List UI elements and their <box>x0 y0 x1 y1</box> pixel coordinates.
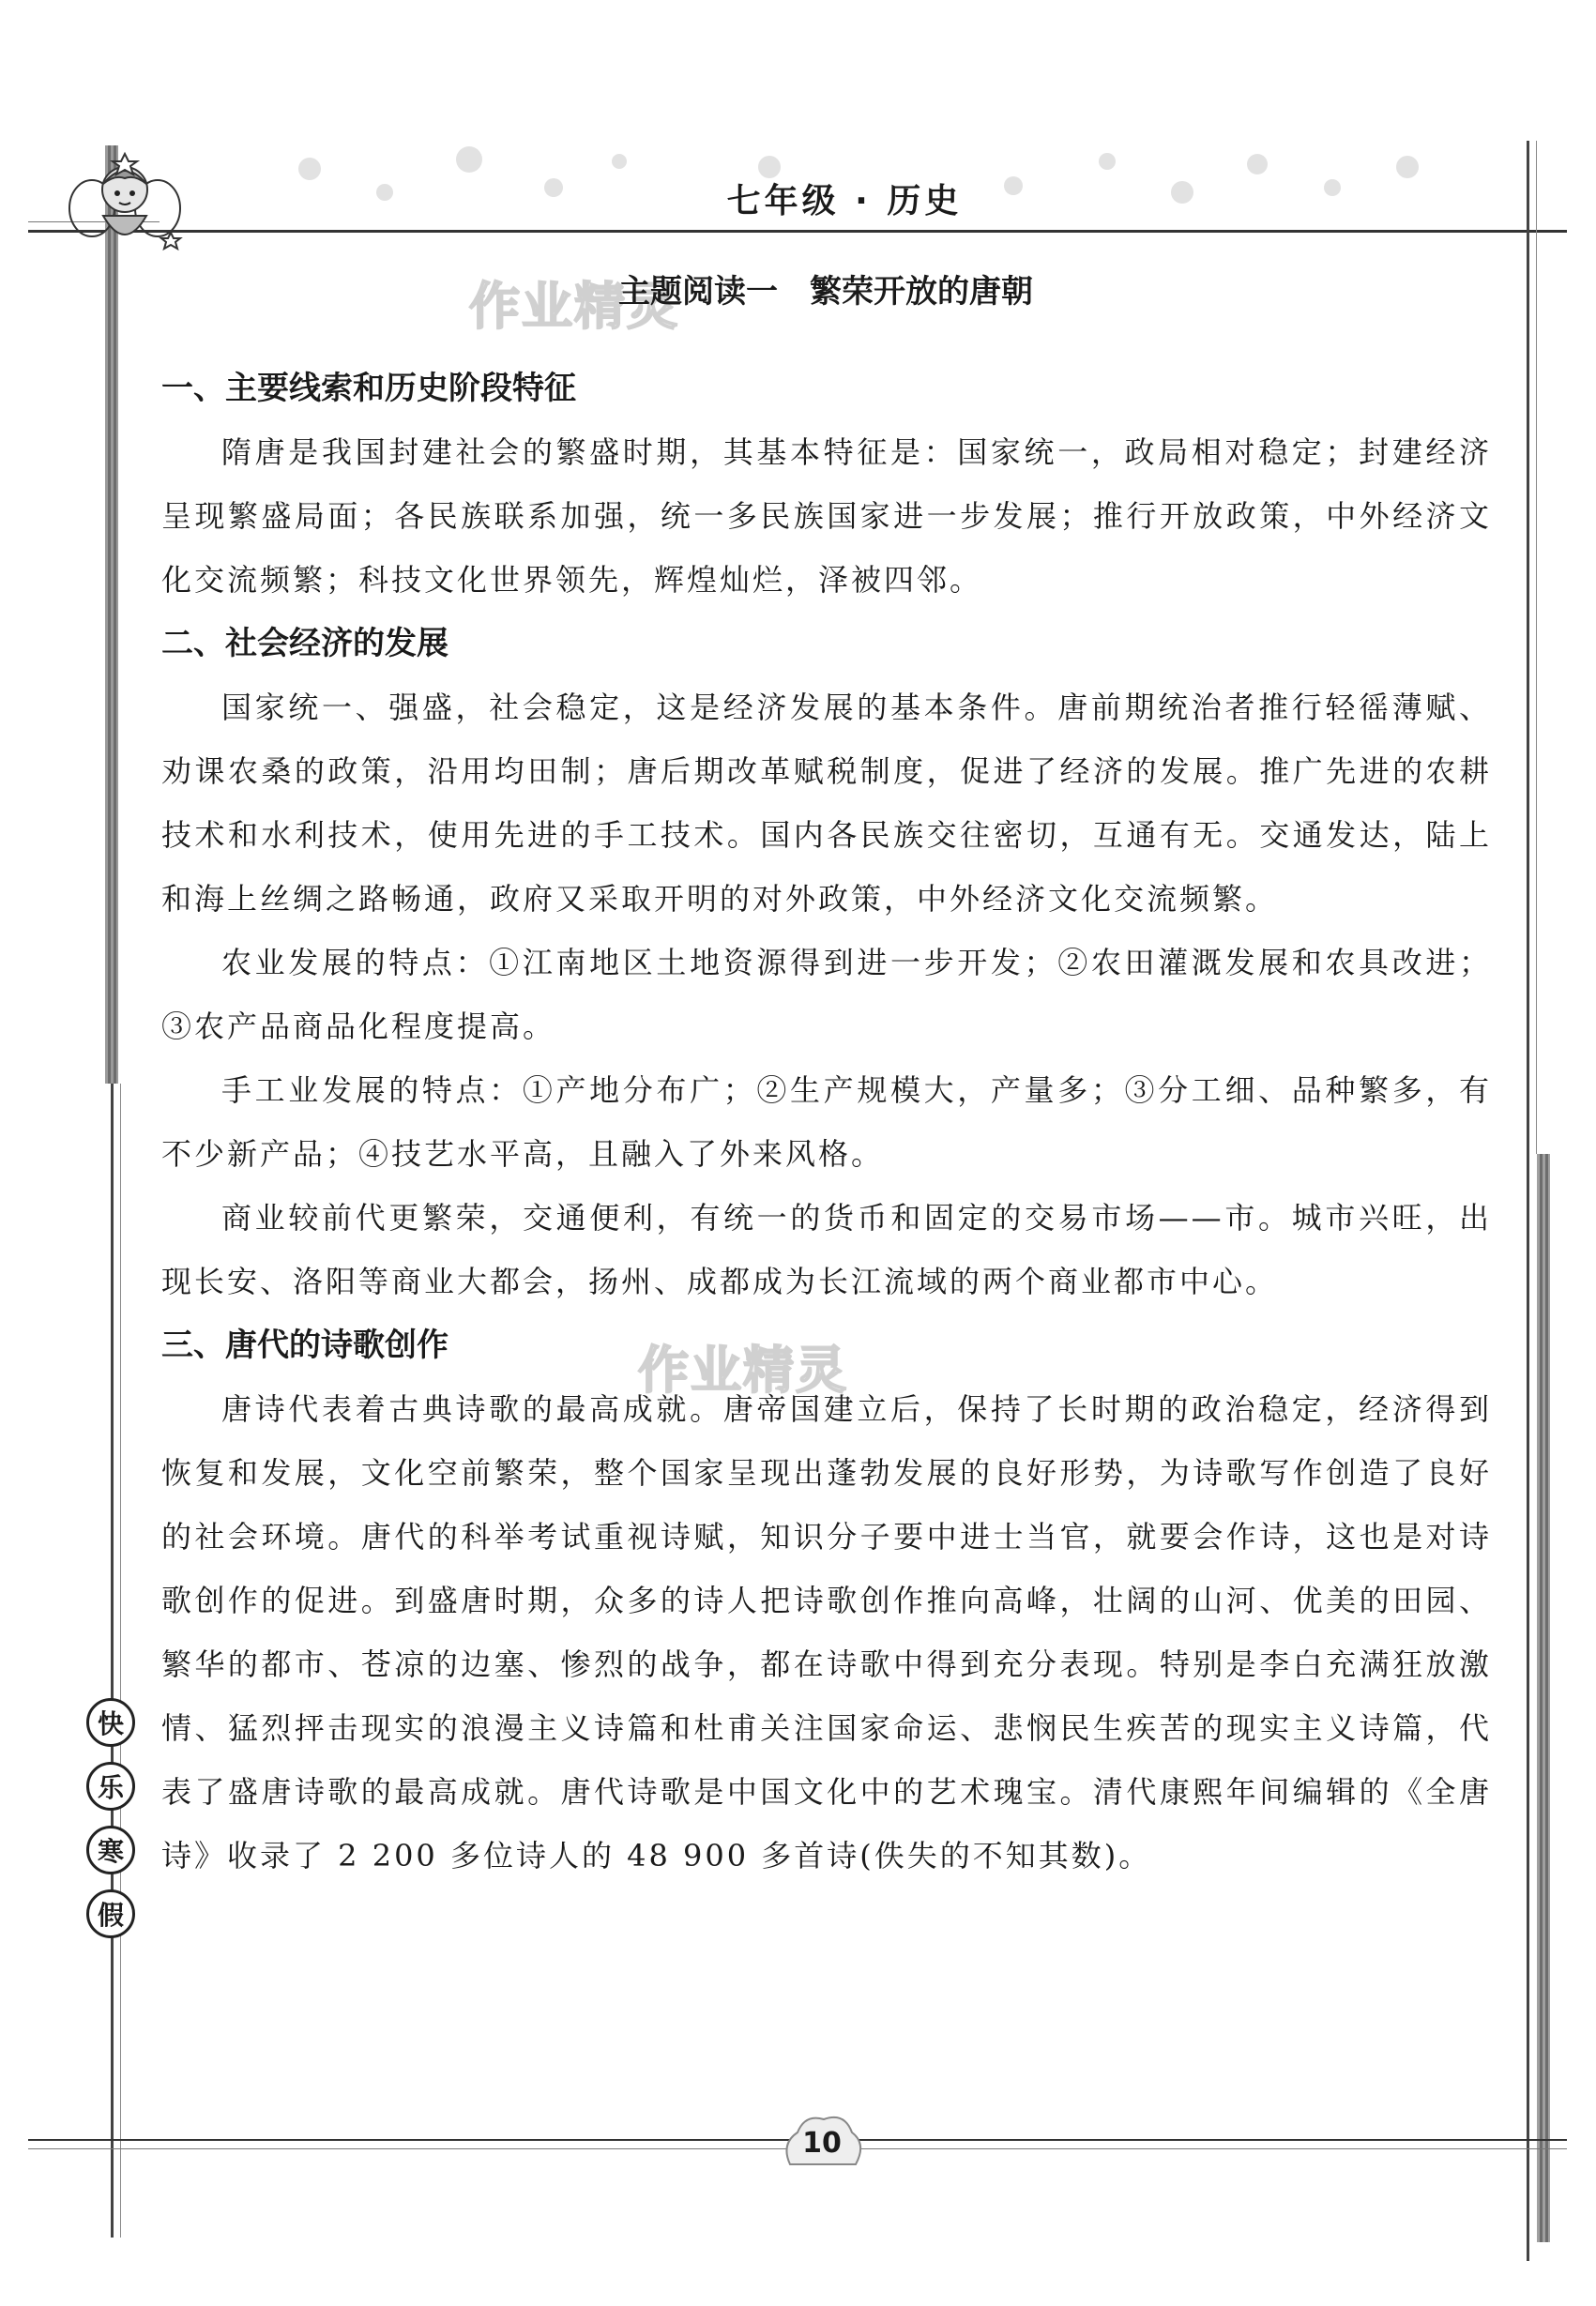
side-stamp: 快 <box>86 1698 135 1747</box>
right-border-line-thin <box>1536 141 1537 1154</box>
paragraph: 唐诗代表着古典诗歌的最高成就。唐帝国建立后，保持了长时期的政治稳定，经济得到恢复和发展，文化空前繁荣，整个国家呈现出蓬勃发展的良好形势，为诗歌写作创造了良好的社会环境。唐代的科举考试重视诗赋，知识分子要中进士当官，就要会作诗，这也是对诗歌创作的促进。到盛唐时期，众多的诗人把诗歌创作推向高峰，壮阔的山河、优美的田园、繁华的都市、苍凉的边塞、惨烈的战争，都在诗歌中得到充分表现。特别是李白充满狂放激情、猛烈抨击现实的浪漫主义诗篇和杜甫关注国家命运、悲悯民生疾苦的现实主义诗篇，代表了盛唐诗歌的最高成就。唐代诗歌是中国文化中的艺术瑰宝。清代康熙年间编辑的《全唐诗》收录了 2 200 多位诗人的 48 900 多首诗(佚失的不知其数)。 <box>161 1391 1492 1874</box>
watermark: 作业精灵 <box>469 277 679 336</box>
page-number: 10 <box>802 2127 842 2160</box>
paragraph: 隋唐是我国封建社会的繁盛时期，其基本特征是：国家统一，政局相对稳定；封建经济呈现繁盛局面；各民族联系加强，统一多民族国家进一步发展；推行开放政策，中外经济文化交流频繁；科技文化世界领先，辉煌灿烂，泽被四邻。 <box>161 434 1492 598</box>
right-border-line <box>1527 141 1529 2261</box>
side-stamp: 假 <box>86 1889 135 1938</box>
section-heading: 一、主要线索和历史阶段特征 <box>161 370 576 407</box>
left-decorative-bar <box>105 145 118 1084</box>
section-heading: 二、社会经济的发展 <box>161 625 448 662</box>
running-head: 七年级 · 历史 <box>726 182 963 220</box>
section-3 <box>161 1313 1492 1888</box>
left-border-line <box>111 1084 114 2238</box>
right-decorative-bar <box>1537 1154 1550 2242</box>
paragraph: 国家统一、强盛，社会稳定，这是经济发展的基本条件。唐前期统治者推行轻徭薄赋、劝课农桑的政策，沿用均田制；唐后期改革赋税制度，促进了经济的发展。推广先进的农耕技术和水利技术，使用先进的手工技术。国内各民族交往密切，互通有无。交通发达，陆上和海上丝绸之路畅通，政府又采取开明的对外政策，中外经济文化交流频繁。 <box>161 690 1492 917</box>
angel-mascot-icon <box>66 150 188 253</box>
section-heading: 三、唐代的诗歌创作 <box>161 1327 448 1364</box>
left-border-line-thin <box>120 1084 121 2238</box>
side-stamps <box>86 1698 143 1953</box>
paragraph: 农业发展的特点：①江南地区土地资源得到进一步开发；②农田灌溉发展和农具改进；③农产品商品化程度提高。 <box>161 945 1492 1044</box>
side-stamp: 乐 <box>86 1762 135 1811</box>
section-2 <box>161 612 1492 1313</box>
watermark: 作业精灵 <box>638 1341 848 1400</box>
section-1 <box>161 357 1492 612</box>
paragraph: 商业较前代更繁荣，交通便利，有统一的货币和固定的交易市场——市。城市兴旺，出现长安、洛阳等商业大都会，扬州、成都成为长江流域的两个商业都市中心。 <box>161 1200 1492 1299</box>
page-title: 主题阅读一 繁荣开放的唐朝 <box>618 273 1033 311</box>
page-number-badge <box>777 2106 867 2181</box>
header-rule <box>28 230 1567 233</box>
side-stamp: 寒 <box>86 1826 135 1874</box>
paragraph: 手工业发展的特点：①产地分布广；②生产规模大，产量多；③分工细、品种繁多，有不少新产品；④技艺水平高，且融入了外来风格。 <box>161 1072 1492 1172</box>
article-body <box>161 357 1492 1888</box>
